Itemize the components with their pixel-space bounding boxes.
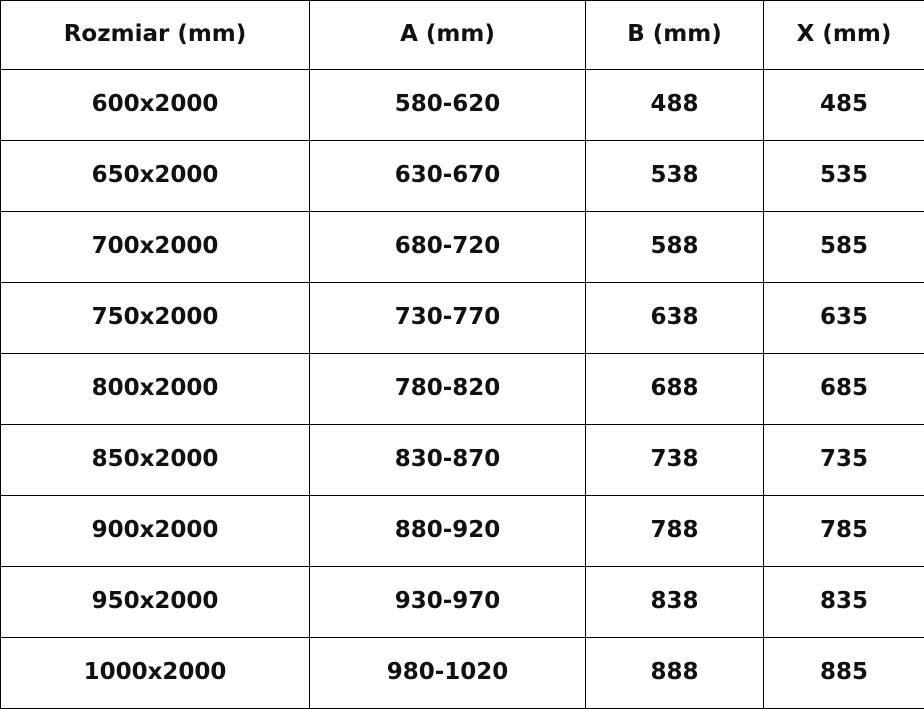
column-header-x: X (mm) (764, 1, 924, 70)
cell-x: 485 (764, 70, 924, 141)
table-row (1, 212, 924, 283)
cell-x: 735 (764, 425, 924, 496)
table-row (1, 70, 924, 141)
cell-b: 788 (586, 496, 764, 567)
table-row (1, 425, 924, 496)
cell-b: 488 (586, 70, 764, 141)
cell-a: 880-920 (310, 496, 586, 567)
cell-x: 635 (764, 283, 924, 354)
cell-size: 1000x2000 (1, 638, 310, 709)
cell-a: 580-620 (310, 70, 586, 141)
cell-size: 750x2000 (1, 283, 310, 354)
column-header-b: B (mm) (586, 1, 764, 70)
cell-x: 535 (764, 141, 924, 212)
column-header-a: A (mm) (310, 1, 586, 70)
table-header-row (1, 1, 924, 70)
cell-b: 688 (586, 354, 764, 425)
cell-x: 685 (764, 354, 924, 425)
table-body (1, 70, 924, 709)
cell-size: 950x2000 (1, 567, 310, 638)
table-row (1, 283, 924, 354)
cell-size: 800x2000 (1, 354, 310, 425)
cell-x: 585 (764, 212, 924, 283)
cell-b: 838 (586, 567, 764, 638)
table-row (1, 496, 924, 567)
cell-size: 850x2000 (1, 425, 310, 496)
cell-b: 588 (586, 212, 764, 283)
cell-b: 888 (586, 638, 764, 709)
cell-x: 785 (764, 496, 924, 567)
cell-size: 650x2000 (1, 141, 310, 212)
cell-x: 835 (764, 567, 924, 638)
table-row (1, 141, 924, 212)
cell-b: 638 (586, 283, 764, 354)
column-header-size: Rozmiar (mm) (1, 1, 310, 70)
cell-size: 900x2000 (1, 496, 310, 567)
cell-a: 780-820 (310, 354, 586, 425)
cell-b: 538 (586, 141, 764, 212)
cell-a: 680-720 (310, 212, 586, 283)
cell-b: 738 (586, 425, 764, 496)
cell-a: 730-770 (310, 283, 586, 354)
table-row (1, 354, 924, 425)
cell-a: 980-1020 (310, 638, 586, 709)
cell-x: 885 (764, 638, 924, 709)
table-row (1, 638, 924, 709)
cell-size: 600x2000 (1, 70, 310, 141)
cell-a: 930-970 (310, 567, 586, 638)
cell-a: 830-870 (310, 425, 586, 496)
cell-size: 700x2000 (1, 212, 310, 283)
table-row (1, 567, 924, 638)
cell-a: 630-670 (310, 141, 586, 212)
table-header (1, 1, 924, 70)
